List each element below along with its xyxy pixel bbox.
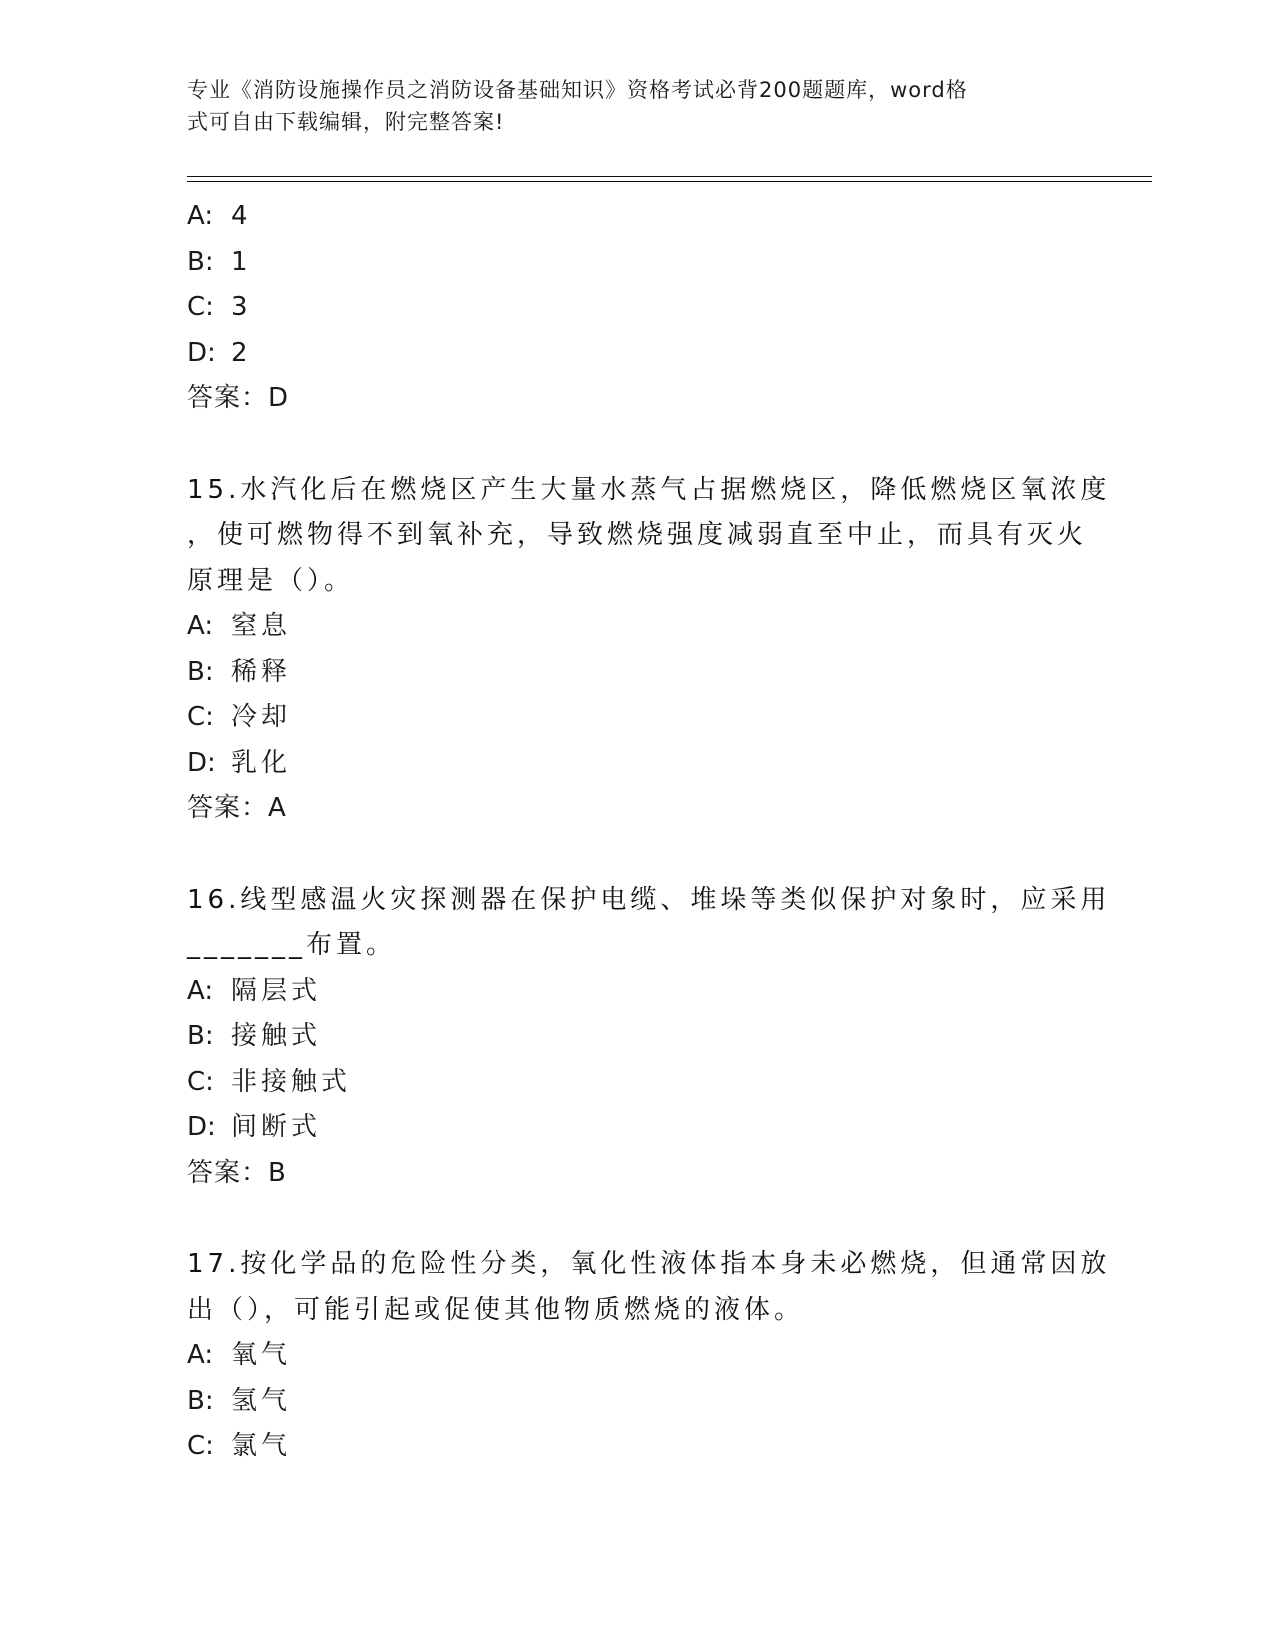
option-b (187, 1014, 1087, 1060)
option-key: C: (187, 1431, 214, 1461)
question-17 (187, 1242, 1111, 1470)
option-d (187, 331, 1087, 377)
header-rule-bottom (187, 181, 1152, 182)
option-text: 1 (231, 246, 252, 277)
option-text: 乳化 (231, 747, 292, 778)
question-text-line: 15.水汽化后在燃烧区产生大量水蒸气占据燃烧区，降低燃烧区氧浓度 (187, 474, 1111, 505)
question-15 (187, 468, 1111, 832)
option-key: D: (187, 747, 216, 778)
question-text-line: _______布置。 (187, 930, 397, 960)
option-c (187, 695, 1087, 741)
header-line-1: 专业《消防设施操作员之消防设备基础知识》资格考试必背200题题库，word格 (187, 78, 968, 102)
option-c (187, 285, 1087, 331)
option-d (187, 1105, 1087, 1151)
option-key: B: (187, 656, 214, 687)
option-text: 接触式 (231, 1021, 322, 1051)
option-a (187, 969, 1087, 1015)
prev-question-block (187, 194, 1087, 422)
question-text-line: 原理是（）。 (187, 565, 355, 596)
option-b (187, 1379, 1087, 1425)
option-key: A: (187, 975, 214, 1006)
question-text-line: 16.线型感温火灾探测器在保护电缆、堆垛等类似保护对象时，应采用 (187, 884, 1111, 915)
question-content (187, 194, 1111, 1470)
option-d (187, 741, 1087, 787)
option-text: 非接触式 (231, 1066, 352, 1097)
option-a (187, 1333, 1087, 1379)
option-a (187, 604, 1087, 650)
option-key: C: (187, 702, 214, 732)
document-header (187, 74, 1067, 138)
option-text: 氢气 (231, 1385, 292, 1416)
header-line-2: 式可自由下载编辑，附完整答案! (187, 110, 505, 134)
option-text: 4 (231, 201, 252, 231)
answer-line: 答案：D (187, 383, 290, 413)
option-key: B: (187, 1385, 214, 1416)
option-key: D: (187, 1112, 216, 1142)
option-key: C: (187, 292, 214, 322)
header-rule-top (187, 176, 1152, 177)
option-text: 3 (231, 292, 252, 322)
option-a (187, 194, 1087, 240)
question-text-line: 出（），可能引起或促使其他物质燃烧的液体。 (187, 1294, 805, 1325)
question-16 (187, 878, 1111, 1197)
answer-line: 答案：B (187, 1157, 287, 1188)
option-text: 氧气 (231, 1340, 292, 1370)
option-text: 隔层式 (231, 975, 322, 1006)
option-key: A: (187, 611, 214, 641)
option-key: A: (187, 201, 214, 231)
option-text: 2 (231, 337, 252, 368)
option-key: A: (187, 1340, 214, 1370)
option-key: B: (187, 246, 214, 277)
option-b (187, 650, 1087, 696)
option-key: D: (187, 337, 216, 368)
option-key: B: (187, 1021, 214, 1051)
option-text: 窒息 (231, 611, 292, 641)
option-c (187, 1060, 1087, 1106)
question-text-line: ，使可燃物得不到氧补充，导致燃烧强度减弱直至中止，而具有灭火 (187, 520, 1088, 550)
option-text: 间断式 (231, 1112, 322, 1142)
option-text: 冷却 (231, 702, 292, 732)
answer-line: 答案：A (187, 793, 287, 823)
option-key: C: (187, 1066, 214, 1097)
question-text-line: 17.按化学品的危险性分类，氧化性液体指本身未必燃烧，但通常因放 (187, 1249, 1111, 1279)
option-text: 稀释 (231, 656, 292, 687)
option-b (187, 240, 1087, 286)
option-text: 氯气 (231, 1431, 292, 1461)
option-c (187, 1424, 1087, 1470)
